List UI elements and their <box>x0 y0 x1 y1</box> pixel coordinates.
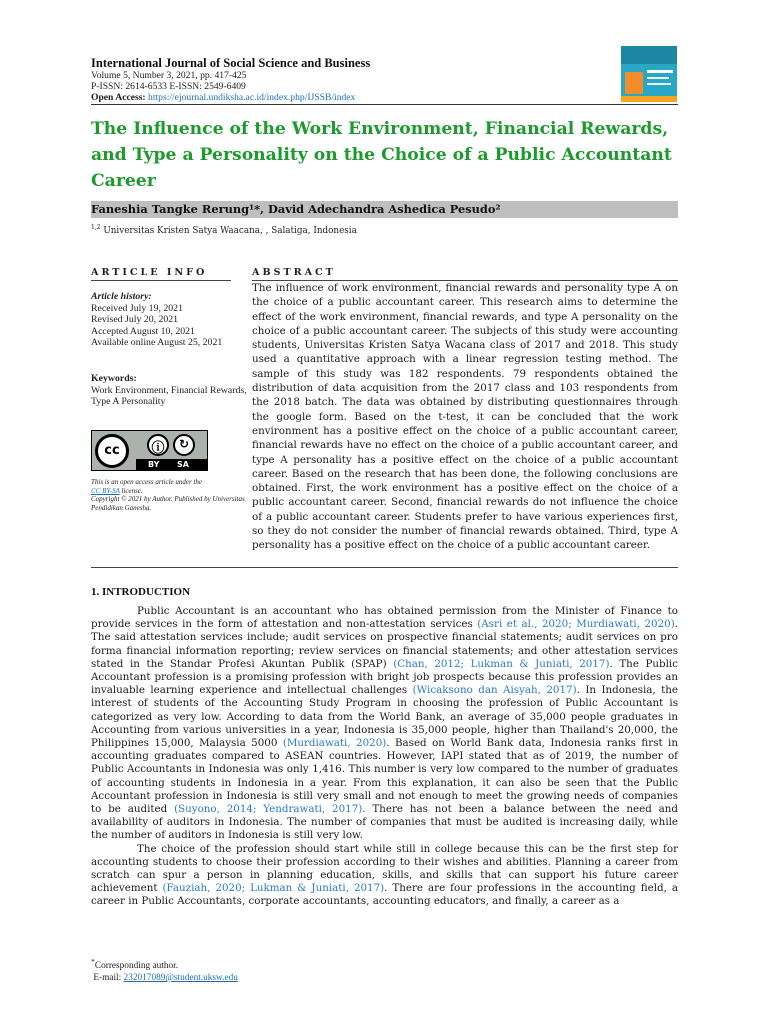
license-text-1: This is an open access article under the <box>91 478 203 486</box>
open-access-line <box>91 92 611 103</box>
citation-link[interactable]: (Fauziah, 2020; Lukman & Juniati, 2017) <box>162 882 385 895</box>
article-history <box>91 291 251 349</box>
article-title: The Influence of the Work Environment, Financial Rewards, and Type a Personality on the Choice of a Public Accountant Career <box>91 119 672 191</box>
license-text-2: license. <box>121 486 143 495</box>
issn-info: P-ISSN: 2614-6533 E-ISSN: 2549-6409 <box>91 81 246 92</box>
paragraph-text: The choice of the profession should start while still in college because this can be the first step for accounting students to choose their profession according to their wishes and abilities. Planning a career from scratch can spur a person in planning education, skills, and skills that can support his future career achievement <box>91 842 678 895</box>
affiliation-marker: 1,2 <box>91 224 101 231</box>
history-accepted: Accepted August 10, 2021 <box>91 325 195 337</box>
footnote-label: Corresponding author. <box>94 961 179 972</box>
attribution-icon: ⓘ <box>147 434 169 456</box>
abstract-bottom-divider <box>91 567 678 568</box>
history-online: Available online August 25, 2021 <box>91 337 223 348</box>
badge-by-label: BY <box>148 460 160 469</box>
cc-by-sa-license-badge[interactable] <box>91 430 208 471</box>
paragraph-text: . The Public Accountant profession is a promising profession with bright job prospects because this profession provides an invaluable learning experience and intellectual challenges <box>91 657 678 697</box>
email-label: E-mail: <box>93 973 122 984</box>
share-alike-icon: ↻ <box>173 434 195 456</box>
header-divider <box>91 104 678 105</box>
footnote-mark: * <box>91 957 95 966</box>
paragraph-text: . In Indonesia, the interest of students of the Accounting Study Program in choosing the profession of Public Accountant is categorized as very low. According to data from the World Bank, an average of 35,000 people graduates in Accounting from various universities in a year, Indonesia is 35,000 people, higher than Thailand's 20,000, the Philippines 15,000, Malaysia 5000 <box>91 684 679 750</box>
introduction-paragraph-2 <box>91 843 678 909</box>
license-note <box>91 478 251 512</box>
citation-link[interactable]: (Chan, 2012; Lukman & Juniati, 2017) <box>393 657 610 670</box>
abstract-text: The influence of work environment, financial rewards and personality type A on the choice of a public accountant career. This research aims to determine the effect of the work environment, financial rewards, and type A personality on the choice of a public accountant career. The subjects of this study were accounting students, Universitas Kristen Satya Wacana class of 2017 and 2018. This study used a quantitative approach with a linear regression testing method. The sample of this study was 182 respondents. 79 respondents obtained the distribution of data acquisition from the 2017 class and 103 respondents from the 2018 batch. The data was obtained by distributing questionnaires through the google form. Based on the t-test, it can be concluded that the work environment has a positive effect on the choice of a public accountant career, financial rewards have no effect on the choice of a public accountant career, and type A personality has a positive effect on the choice of a public accountant career. Based on the research that has been done, the following conclusions are obtained. First, the work environment has a positive effect on the choice of a public accountant career. Second, financial rewards do not influence the choice of a public accountant career. Students prefer to have various experiences first, so they do not consider the number of financial rewards obtained. Third, type A personality has a positive effect on the choice of a public accountant career. <box>252 282 678 552</box>
paragraph-text: . There are four professions in the accounting field, a career in Public Accountants, corporate accountants, accounting educators, and finally, a career as a <box>91 882 678 908</box>
article-history-label: Article history: <box>91 291 152 302</box>
volume-info: Volume 5, Number 3, 2021, pp. 417-425 <box>91 70 247 81</box>
citation-link[interactable]: (Wicaksono dan Aisyah, 2017) <box>412 684 577 697</box>
article-authors: Faneshia Tangke Rerung¹*, David Adechandra Ashedica Pesudo² <box>91 202 501 216</box>
license-link[interactable]: CC BY-SA <box>91 486 120 495</box>
article-info-heading: ARTICLE INFO <box>91 267 208 278</box>
abstract-heading: ABSTRACT <box>252 267 336 278</box>
keywords-label: Keywords: <box>91 373 137 384</box>
open-access-link[interactable]: https://ejournal.undiksha.ac.id/index.php/IJSSB/index <box>148 92 356 103</box>
journal-name: International Journal of Social Science and Business <box>91 56 371 70</box>
cc-icon: cc <box>95 434 129 468</box>
citation-link[interactable]: (Asri et al., 2020; Murdiawati, 2020) <box>477 618 675 631</box>
introduction-paragraph-1 <box>91 605 678 843</box>
journal-cover-image <box>621 46 677 102</box>
copyright-text: Copyright © 2021 by Author. Published by Universitas Pendidikan Ganesha. <box>91 495 245 512</box>
introduction-body <box>91 605 678 909</box>
paragraph-text: . There has not been a balance between the need and availability of auditors in Indonesia. The number of companies that must be audited is increasing daily, while the number of auditors in Indonesia is still very low. <box>91 803 678 842</box>
history-revised: Revised July 20, 2021 <box>91 314 179 325</box>
author-affiliation <box>91 222 357 237</box>
paragraph-text: . The said attestation services include; audit services on prospective financial statements; audit services on pro forma financial information reporting; review services on financial statements; and other attestation services stated in the Standar Profesi Akuntan Publik (SPAP) <box>91 618 678 670</box>
keywords-block <box>91 373 251 408</box>
article-info-divider <box>91 280 231 281</box>
journal-header <box>91 56 611 103</box>
paragraph-text: Public Accountant is an accountant who has obtained permission from the Minister of Finance to provide services in the form of attestation and non-attestation services <box>91 605 678 631</box>
corresponding-author-footnote <box>91 956 238 984</box>
paragraph-text: . Based on World Bank data, Indonesia ranks first in accounting graduates compared to ASEAN countries. However, IAPI stated that as of 2019, the number of Public Accountants in Indonesia was only 1,416. This number is very low compared to the number of graduates of accounting students in Indonesia in a year. From this explanation, it can also be seen that the Public Accountant profession in Indonesia is still very small and not enough to meet the growing needs of companies to be audited <box>91 737 678 816</box>
open-access-label: Open Access: <box>91 92 146 103</box>
keywords-list: Work Environment, Financial Rewards, Type A Personality <box>91 384 247 407</box>
citation-link[interactable]: (Murdiawati, 2020) <box>282 737 387 750</box>
badge-sa-label: SA <box>177 460 189 469</box>
author-email-link[interactable]: 232017089@student.uksw.edu <box>123 973 238 984</box>
affiliation-text: Universitas Kristen Satya Waacana, , Salatiga, Indonesia <box>103 225 357 236</box>
citation-link[interactable]: (Suyono, 2014; Yendrawati, 2017) <box>174 803 363 816</box>
history-received: Received July 19, 2021 <box>91 302 183 314</box>
introduction-heading: 1. INTRODUCTION <box>91 586 191 598</box>
license-badge-labels <box>136 459 207 470</box>
